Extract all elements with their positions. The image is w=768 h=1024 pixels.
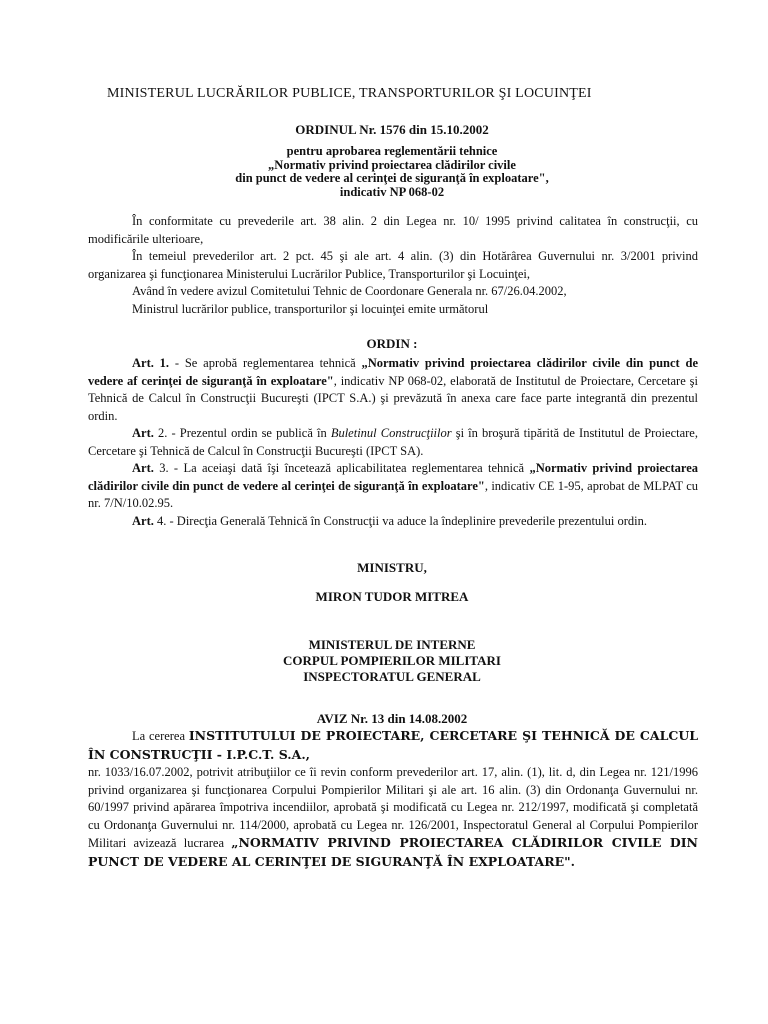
preamble-paragraph-2: În temeiul prevederilor art. 2 pct. 45 şi ale art. 4 alin. (3) din Hotărârea Guvernului nr. 3/2001 privind organizarea şi funcţionarea Ministerului Lucrărilor Publice, Transporturilor şi Locuinţei, [88,249,698,281]
article-3-title: „Normativ privind proiectarea clădirilor civile din punct de vedere al cerinţei de siguranţă în exploatare" [88,461,698,493]
article-3-post: , indicativ CE 1-95, aprobat de MLPAT cu nr. 7/N/10.02.95. [88,478,698,510]
subtitle-line-3: din punct de vedere al cerinţei de siguranţă în exploatare", [235,171,549,185]
preamble-paragraph-3: Având în vedere avizul Comitetului Tehnic de Coordonare Generala nr. 67/26.04.2002, [132,284,567,298]
aviz-paragraph-body [88,764,698,871]
interior-ministry-block [88,637,696,685]
signature-role: MINISTRU, [357,560,427,575]
signature-name: MIRON TUDOR MITREA [315,589,469,604]
aviz-body [88,727,698,871]
article-4-text: 4. - Direcţia Generală Tehnică în Construcţii va aduce la îndeplinire prevederile prezentului ordin. [153,513,648,528]
aviz-paragraph-intro [88,727,698,764]
mi-line-3: INSPECTORATUL GENERAL [303,669,481,684]
subtitle-line-4: indicativ NP 068-02 [339,184,445,199]
article-1 [88,355,698,425]
ministry-header: MINISTERUL LUCRĂRILOR PUBLICE, TRANSPORTURILOR ŞI LOCUINŢEI [107,86,592,101]
aviz-work-title: „NORMATIV PRIVIND PROIECTAREA CLĂDIRILOR CIVILE DIN PUNCT DE VEDERE AL CERINŢEI DE SIGURANŢĂ ÎN EXPLOATARE". [88,835,698,869]
preamble-paragraph-4: Ministrul lucrărilor publice, transporturilor şi locuinţei emite următorul [132,301,489,316]
article-2-post: şi în broşură tipărită de Institutul de Proiectare, Cercetare şi Tehnică de Calcul în Construcţii Bucureşti (IPCT SA). [88,426,698,458]
article-3-label: Art. [132,461,154,475]
article-1-post: , indicativ NP 068-02, elaborată de Institutul de Proiectare, Cercetare şi Tehnică de Calcul în Construcţii Bucureşti (IPCT S.A.) şi prevăzută în anexa care face parte integrantă din prezentul ordin. [88,373,698,423]
subtitle-line-2: „Normativ privind proiectarea clădirilor civile [268,157,516,172]
preamble [88,213,698,318]
subtitle-line-1: pentru aprobarea reglementării tehnice [286,144,498,158]
article-1-pre: - Se aprobă reglementarea tehnică [169,356,362,370]
aviz-institute: INSTITUTULUI DE PROIECTARE, CERCETARE ŞI TEHNICĂ DE CALCUL ÎN CONSTRUCŢII - I.P.C.T. S.A., [88,728,699,762]
aviz-title: AVIZ Nr. 13 din 14.08.2002 [316,711,468,726]
article-2 [88,425,698,460]
order-subtitle [88,145,696,199]
mi-line-1: MINISTERUL DE INTERNE [308,637,476,652]
aviz-intro: La cererea [132,729,189,743]
article-4-label: Art. [132,513,154,528]
article-2-publication: Buletinul Construcţiilor [330,426,452,440]
order-title: ORDINUL Nr. 1576 din 15.10.2002 [295,122,489,137]
article-2-pre: 2. - Prezentul ordin se publică în [153,426,331,440]
article-3-pre: 3. - La aceiaşi dată îşi încetează aplicabilitatea reglementarea tehnică [153,461,530,475]
article-1-label: Art. 1. [132,356,170,370]
ordin-heading: ORDIN : [366,336,418,351]
article-1-title: „Normativ privind proiectarea clădirilor civile din punct de vedere af cerinţei de siguranţă în exploatare" [88,356,698,388]
mi-line-2: CORPUL POMPIERILOR MILITARI [283,653,501,668]
preamble-paragraph-1: În conformitate cu prevederile art. 38 alin. 2 din Legea nr. 10/ 1995 privind calitatea în construcţii, cu modificările ulterioare, [88,214,698,246]
article-3 [88,460,698,513]
article-2-label: Art. [132,426,154,440]
article-4 [88,513,698,531]
aviz-body-text: nr. 1033/16.07.2002, potrivit atribuţiilor ce îi revin conform prevederilor art. 17, alin. (1), lit. d, din Legea nr. 121/1996 privind organizarea şi funcţionarea Corpului Pompierilor Militari şi ale art. 16 alin. (3) din Ordonanţa Guvernului nr. 60/1997 privind apărarea împotriva incendiilor, aprobată şi modificată cu Legea nr. 212/1997, modificată şi completată cu Ordonanţa Guvernului nr. 114/2000, aprobată cu Legea nr. 126/2001, Inspectoratul General al Corpului Pompierilor Militari avizează lucrarea [88,765,698,850]
articles [88,355,698,530]
